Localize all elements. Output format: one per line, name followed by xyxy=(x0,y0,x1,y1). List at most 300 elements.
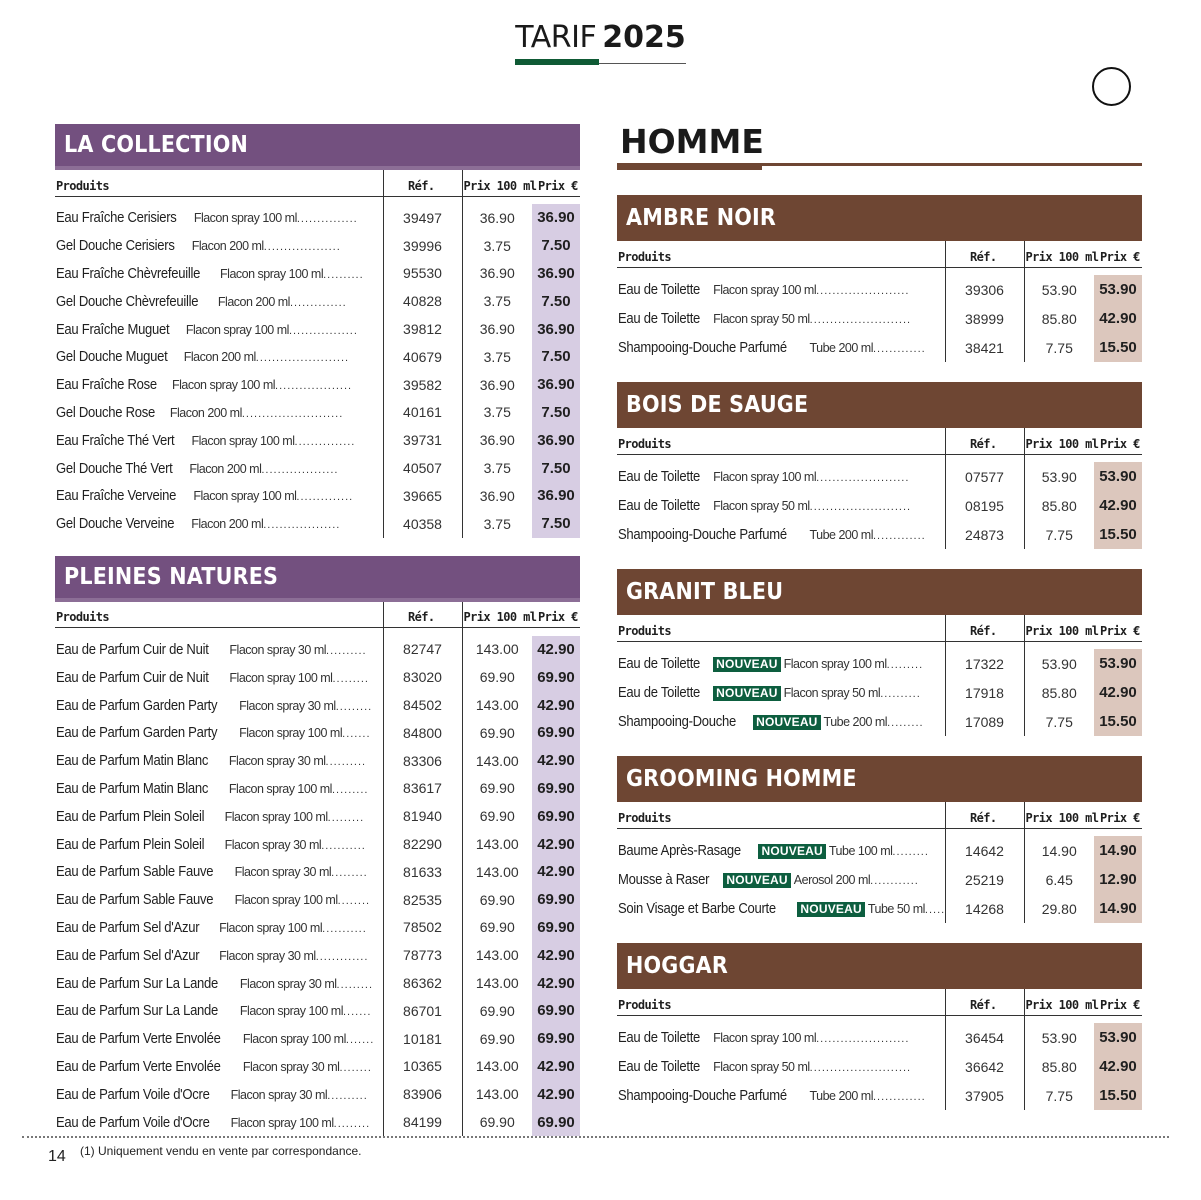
section-header-hoggar: HOGGAR xyxy=(617,943,1142,989)
table-row xyxy=(55,914,580,942)
col-header-prix100: Prix 100 ml xyxy=(1024,802,1094,828)
product-detail: Flacon spray 100 ml xyxy=(191,433,295,448)
table-row xyxy=(55,719,580,747)
product-cell xyxy=(55,1080,383,1108)
price-cell: 42.90 xyxy=(532,636,580,664)
product-detail: Flacon spray 100 ml xyxy=(229,670,333,685)
product-detail: Flacon spray 100 ml xyxy=(185,322,289,337)
table-row xyxy=(55,482,580,510)
table-row xyxy=(55,802,580,830)
price-cell: 69.90 xyxy=(532,719,580,747)
price-table-bois-de-sauge xyxy=(617,428,1142,549)
product-name: Eau de Parfum Sel d'Azur xyxy=(56,919,200,936)
col-header-produits: Produits xyxy=(617,241,945,267)
leader-dots: ....... xyxy=(345,1034,375,1047)
table-row xyxy=(55,315,580,343)
table-header-row xyxy=(55,602,580,628)
table-header-row xyxy=(55,170,580,196)
product-detail: Flacon spray 100 ml xyxy=(713,283,817,297)
product-detail: Flacon 200 ml xyxy=(189,461,262,476)
product-name: Shampooing-Douche Parfumé xyxy=(618,527,787,543)
product-detail: Flacon spray 50 ml xyxy=(783,686,881,700)
product-cell xyxy=(55,663,383,691)
table-row xyxy=(55,1108,580,1136)
ref-cell: 81940 xyxy=(383,802,462,830)
product-cell xyxy=(617,707,945,736)
ref-cell: 14268 xyxy=(945,894,1024,923)
price-100ml-cell: 3.75 xyxy=(462,343,532,371)
product-detail: Aerosol 200 ml xyxy=(793,873,871,887)
right-column xyxy=(617,124,1142,1110)
price-100ml-cell: 36.90 xyxy=(462,371,532,399)
price-cell: 7.50 xyxy=(532,510,580,538)
product-detail: Tube 100 ml xyxy=(828,844,893,858)
product-name: Gel Douche Verveine xyxy=(56,516,175,533)
leader-dots: ......... xyxy=(333,1117,371,1130)
leader-dots: ........... xyxy=(321,839,366,852)
price-table-ambre-noir xyxy=(617,241,1142,362)
leader-dots: ................... xyxy=(263,519,341,532)
table-row xyxy=(617,333,1142,362)
product-cell xyxy=(55,510,383,538)
product-name: Eau Fraîche Verveine xyxy=(56,488,177,505)
product-detail: Flacon 200 ml xyxy=(169,405,242,420)
product-cell xyxy=(55,830,383,858)
product-detail: Flacon spray 100 ml xyxy=(242,1032,346,1047)
col-header-prix: Prix € xyxy=(1094,802,1142,828)
homme-section-bois-de-sauge xyxy=(617,382,1142,549)
col-header-produits: Produits xyxy=(617,428,945,454)
price-table-pleines-natures xyxy=(55,602,580,1136)
leader-dots: ................... xyxy=(275,380,353,393)
ref-cell: 82747 xyxy=(383,636,462,664)
homme-title: HOMME xyxy=(620,122,764,161)
leader-dots: ......... xyxy=(887,717,924,729)
product-detail: Flacon spray 100 ml xyxy=(193,489,297,504)
product-cell xyxy=(55,858,383,886)
ref-cell: 83306 xyxy=(383,747,462,775)
col-header-produits: Produits xyxy=(55,602,383,628)
product-detail: Flacon spray 100 ml xyxy=(239,1004,343,1019)
leader-dots: ....... xyxy=(342,728,371,741)
nouveau-badge: NOUVEAU xyxy=(713,686,780,701)
product-cell xyxy=(617,894,945,923)
ref-cell: 84199 xyxy=(383,1108,462,1136)
product-name: Shampooing-Douche Parfumé xyxy=(618,1088,787,1104)
product-detail: Tube 200 ml xyxy=(809,341,873,355)
table-row xyxy=(55,426,580,454)
product-name: Eau de Parfum Sur La Lande xyxy=(56,1003,219,1020)
leader-dots: ................. xyxy=(288,324,358,337)
leader-dots: ............. xyxy=(872,530,926,542)
table-row xyxy=(55,969,580,997)
homme-section-hoggar xyxy=(617,943,1142,1110)
product-detail: Flacon spray 30 ml xyxy=(219,948,316,963)
price-100ml-cell: 3.75 xyxy=(462,287,532,315)
section-header-pleines-natures: PLEINES NATURES xyxy=(55,556,580,602)
product-cell xyxy=(617,836,945,865)
product-name: Gel Douche Cerisiers xyxy=(56,238,175,255)
product-name: Eau de Parfum Verte Envolée xyxy=(56,1058,221,1075)
product-detail: Flacon 200 ml xyxy=(191,239,264,254)
price-100ml-cell: 85.80 xyxy=(1024,304,1094,333)
table-row xyxy=(617,894,1142,923)
product-detail: Flacon spray 30 ml xyxy=(229,642,327,657)
product-name: Eau de Toilette xyxy=(618,685,701,701)
price-cell: 42.90 xyxy=(532,941,580,969)
price-100ml-cell: 69.90 xyxy=(462,997,532,1025)
product-name: Eau de Parfum Matin Blanc xyxy=(56,753,209,770)
page-number: 14 xyxy=(48,1148,66,1165)
leader-dots: ....................... xyxy=(255,352,350,365)
product-name: Eau de Toilette xyxy=(618,311,701,327)
tarif-title xyxy=(515,20,685,59)
leader-dots: ......... xyxy=(327,811,365,824)
table-row xyxy=(617,462,1142,491)
ref-cell: 08195 xyxy=(945,491,1024,520)
leader-dots: ....... xyxy=(342,1006,372,1019)
product-detail: Flacon 200 ml xyxy=(217,294,290,309)
price-cell: 69.90 xyxy=(532,663,580,691)
product-cell xyxy=(55,315,383,343)
price-cell: 53.90 xyxy=(1094,649,1142,678)
table-row xyxy=(617,1052,1142,1081)
price-100ml-cell: 143.00 xyxy=(462,1053,532,1081)
product-cell xyxy=(55,941,383,969)
product-name: Mousse à Raser xyxy=(618,872,710,888)
ref-cell: 83617 xyxy=(383,775,462,803)
table-header-row xyxy=(617,241,1142,267)
product-detail: Flacon 200 ml xyxy=(191,517,264,532)
price-cell: 69.90 xyxy=(532,1025,580,1053)
product-cell xyxy=(55,482,383,510)
table-row xyxy=(55,636,580,664)
homme-section-granit-bleu xyxy=(617,569,1142,736)
product-detail: Flacon spray 100 ml xyxy=(239,726,343,741)
product-name: Soin Visage et Barbe Courte xyxy=(618,901,776,917)
col-header-prix100: Prix 100 ml xyxy=(1024,241,1094,267)
leader-dots: ........ xyxy=(339,1061,372,1074)
price-100ml-cell: 143.00 xyxy=(462,941,532,969)
product-detail: Flacon spray 30 ml xyxy=(242,1059,340,1074)
tarif-label: TARIF xyxy=(515,20,597,55)
table-header-row xyxy=(617,802,1142,828)
product-detail: Flacon spray 100 ml xyxy=(224,809,328,824)
price-100ml-cell: 36.90 xyxy=(462,482,532,510)
price-100ml-cell: 6.45 xyxy=(1024,865,1094,894)
product-detail: Flacon spray 50 ml xyxy=(713,1060,810,1074)
product-cell xyxy=(55,1108,383,1136)
table-row xyxy=(55,371,580,399)
leader-dots: ......................... xyxy=(809,501,912,513)
ref-cell: 95530 xyxy=(383,260,462,288)
leader-dots: ....................... xyxy=(816,285,910,297)
product-name: Eau Fraîche Chèvrefeuille xyxy=(56,265,201,282)
ref-cell: 10181 xyxy=(383,1025,462,1053)
table-row xyxy=(55,399,580,427)
product-cell xyxy=(55,914,383,942)
table-row xyxy=(55,886,580,914)
col-header-prix100: Prix 100 ml xyxy=(1024,989,1094,1015)
product-name: Eau de Toilette xyxy=(618,656,701,672)
product-detail: Flacon spray 100 ml xyxy=(171,378,276,393)
product-cell xyxy=(617,649,945,678)
price-cell: 42.90 xyxy=(532,1053,580,1081)
ref-cell: 36642 xyxy=(945,1052,1024,1081)
price-100ml-cell: 3.75 xyxy=(462,399,532,427)
section-header-bois-de-sauge: BOIS DE SAUGE xyxy=(617,382,1142,428)
price-cell: 42.90 xyxy=(1094,678,1142,707)
product-name: Eau Fraîche Muguet xyxy=(56,321,170,338)
col-header-prix: Prix € xyxy=(532,602,580,628)
price-cell: 36.90 xyxy=(532,204,580,232)
leader-dots: ......... xyxy=(331,867,368,880)
product-cell xyxy=(55,886,383,914)
ref-cell: 40358 xyxy=(383,510,462,538)
leader-dots: ............... xyxy=(294,435,356,448)
product-cell xyxy=(617,462,945,491)
leader-dots: .......... xyxy=(327,1089,368,1102)
price-100ml-cell: 53.90 xyxy=(1024,275,1094,304)
price-cell: 36.90 xyxy=(532,482,580,510)
col-header-prix100: Prix 100 ml xyxy=(462,170,532,196)
table-row xyxy=(55,260,580,288)
leader-dots: ......... xyxy=(892,846,929,858)
circle-mark xyxy=(1092,67,1131,106)
product-detail: Flacon spray 100 ml xyxy=(220,266,324,281)
table-row xyxy=(617,304,1142,333)
leader-dots: ............ xyxy=(870,875,919,887)
product-name: Eau de Parfum Voile d'Ocre xyxy=(56,1114,210,1131)
product-name: Eau de Parfum Plein Soleil xyxy=(56,836,205,853)
col-header-ref: Réf. xyxy=(945,802,1024,828)
product-cell xyxy=(617,520,945,549)
product-cell xyxy=(617,865,945,894)
price-100ml-cell: 85.80 xyxy=(1024,1052,1094,1081)
col-header-ref: Réf. xyxy=(945,989,1024,1015)
leader-dots: ........ xyxy=(337,895,371,908)
price-100ml-cell: 85.80 xyxy=(1024,678,1094,707)
price-cell: 7.50 xyxy=(532,343,580,371)
product-cell xyxy=(617,1052,945,1081)
ref-cell: 40679 xyxy=(383,343,462,371)
product-cell xyxy=(55,343,383,371)
price-100ml-cell: 69.90 xyxy=(462,663,532,691)
price-table-grooming-homme xyxy=(617,802,1142,923)
product-cell xyxy=(55,691,383,719)
section-header-granit-bleu: GRANIT BLEU xyxy=(617,569,1142,615)
table-row xyxy=(55,691,580,719)
price-cell: 36.90 xyxy=(532,315,580,343)
price-cell: 7.50 xyxy=(532,454,580,482)
ref-cell: 81633 xyxy=(383,858,462,886)
product-detail: Tube 200 ml xyxy=(809,528,873,542)
table-header-row xyxy=(617,428,1142,454)
col-header-ref: Réf. xyxy=(945,615,1024,641)
ref-cell: 17322 xyxy=(945,649,1024,678)
leader-dots: .............. xyxy=(289,296,347,309)
product-name: Eau de Toilette xyxy=(618,282,701,298)
price-cell: 42.90 xyxy=(1094,1052,1142,1081)
price-cell: 69.90 xyxy=(532,775,580,803)
product-name: Shampooing-Douche xyxy=(618,714,737,730)
table-row xyxy=(617,520,1142,549)
price-100ml-cell: 69.90 xyxy=(462,802,532,830)
price-cell: 42.90 xyxy=(532,1080,580,1108)
leader-dots: ......... xyxy=(335,700,373,713)
product-detail: Flacon spray 30 ml xyxy=(228,754,326,769)
page-header xyxy=(0,20,1201,59)
product-detail: Flacon spray 50 ml xyxy=(713,312,810,326)
price-100ml-cell: 85.80 xyxy=(1024,491,1094,520)
product-cell xyxy=(55,204,383,232)
product-cell xyxy=(617,275,945,304)
ref-cell: 83906 xyxy=(383,1080,462,1108)
product-cell xyxy=(617,304,945,333)
ref-cell: 07577 xyxy=(945,462,1024,491)
price-100ml-cell: 14.90 xyxy=(1024,836,1094,865)
table-row xyxy=(55,830,580,858)
table-row xyxy=(55,997,580,1025)
col-header-prix: Prix € xyxy=(532,170,580,196)
price-100ml-cell: 7.75 xyxy=(1024,333,1094,362)
product-detail: Flacon spray 100 ml xyxy=(228,781,332,796)
tarif-year: 2025 xyxy=(602,20,686,55)
col-header-produits: Produits xyxy=(617,802,945,828)
product-cell xyxy=(617,333,945,362)
price-table-la-collection xyxy=(55,170,580,538)
product-cell xyxy=(55,287,383,315)
col-header-prix100: Prix 100 ml xyxy=(1024,428,1094,454)
product-name: Gel Douche Thé Vert xyxy=(56,460,173,477)
price-100ml-cell: 69.90 xyxy=(462,775,532,803)
product-name: Eau de Parfum Sur La Lande xyxy=(56,975,219,992)
table-row xyxy=(55,858,580,886)
homme-underline xyxy=(617,163,1142,171)
product-detail: Flacon spray 30 ml xyxy=(234,865,332,880)
price-100ml-cell: 7.75 xyxy=(1024,1081,1094,1110)
price-cell: 7.50 xyxy=(532,232,580,260)
ref-cell: 39996 xyxy=(383,232,462,260)
homme-section-ambre-noir xyxy=(617,195,1142,362)
table-row xyxy=(617,865,1142,894)
price-100ml-cell: 7.75 xyxy=(1024,520,1094,549)
table-row xyxy=(617,707,1142,736)
ref-cell: 40828 xyxy=(383,287,462,315)
product-name: Eau de Parfum Plein Soleil xyxy=(56,808,205,825)
ref-cell: 37905 xyxy=(945,1081,1024,1110)
ref-cell: 78773 xyxy=(383,941,462,969)
product-detail: Flacon spray 100 ml xyxy=(193,211,297,226)
leader-dots: ......... xyxy=(332,672,369,685)
price-cell: 53.90 xyxy=(1094,1023,1142,1052)
ref-cell: 40507 xyxy=(383,454,462,482)
col-header-prix: Prix € xyxy=(1094,615,1142,641)
table-row xyxy=(55,287,580,315)
product-detail: Flacon spray 100 ml xyxy=(234,893,338,908)
leader-dots: ........... xyxy=(322,922,367,935)
footer-divider xyxy=(22,1136,1169,1138)
ref-cell: 39582 xyxy=(383,371,462,399)
product-cell xyxy=(55,454,383,482)
price-100ml-cell: 3.75 xyxy=(462,232,532,260)
ref-cell: 82290 xyxy=(383,830,462,858)
product-detail: Tube 200 ml xyxy=(823,715,888,729)
product-cell xyxy=(55,1025,383,1053)
leader-dots: ..... xyxy=(924,904,945,916)
table-row xyxy=(55,747,580,775)
price-cell: 53.90 xyxy=(1094,462,1142,491)
price-cell: 42.90 xyxy=(532,858,580,886)
product-cell xyxy=(55,719,383,747)
price-cell: 69.90 xyxy=(532,914,580,942)
leader-dots: .......... xyxy=(325,756,367,769)
table-row xyxy=(55,663,580,691)
ref-cell: 78502 xyxy=(383,914,462,942)
product-name: Eau de Toilette xyxy=(618,498,701,514)
product-detail: Flacon spray 100 ml xyxy=(783,657,887,671)
product-name: Eau de Parfum Cuir de Nuit xyxy=(56,641,209,658)
product-detail: Flacon spray 30 ml xyxy=(239,698,336,713)
table-row xyxy=(55,204,580,232)
price-cell: 42.90 xyxy=(532,969,580,997)
col-header-produits: Produits xyxy=(55,170,383,196)
price-cell: 14.90 xyxy=(1094,894,1142,923)
product-cell xyxy=(55,426,383,454)
table-row xyxy=(55,1080,580,1108)
homme-sections xyxy=(617,195,1142,1110)
nouveau-badge: NOUVEAU xyxy=(713,657,780,672)
leader-dots: ................... xyxy=(263,241,341,254)
price-cell: 12.90 xyxy=(1094,865,1142,894)
section-header-la-collection: LA COLLECTION xyxy=(55,124,580,170)
nouveau-badge: NOUVEAU xyxy=(797,902,864,917)
product-cell xyxy=(55,747,383,775)
product-detail: Flacon spray 30 ml xyxy=(230,1087,328,1102)
product-name: Eau de Toilette xyxy=(618,1030,701,1046)
product-name: Eau de Parfum Voile d'Ocre xyxy=(56,1086,210,1103)
price-100ml-cell: 69.90 xyxy=(462,1025,532,1053)
price-cell: 36.90 xyxy=(532,371,580,399)
price-100ml-cell: 7.75 xyxy=(1024,707,1094,736)
leader-dots: ......................... xyxy=(809,314,912,326)
leader-dots: ............. xyxy=(872,343,926,355)
product-detail: Tube 200 ml xyxy=(809,1089,873,1103)
ref-cell: 39665 xyxy=(383,482,462,510)
price-100ml-cell: 143.00 xyxy=(462,691,532,719)
product-name: Gel Douche Chèvrefeuille xyxy=(56,293,199,310)
product-cell xyxy=(617,491,945,520)
price-100ml-cell: 143.00 xyxy=(462,1080,532,1108)
col-header-ref: Réf. xyxy=(383,170,462,196)
price-100ml-cell: 69.90 xyxy=(462,1108,532,1136)
leader-dots: ............... xyxy=(296,213,358,226)
product-name: Shampooing-Douche Parfumé xyxy=(618,340,787,356)
product-name: Eau de Parfum Cuir de Nuit xyxy=(56,669,209,686)
product-name: Gel Douche Rose xyxy=(56,404,155,421)
product-cell xyxy=(55,371,383,399)
leader-dots: ................... xyxy=(261,463,339,476)
table-row xyxy=(55,510,580,538)
price-cell: 42.90 xyxy=(1094,491,1142,520)
leader-dots: ......................... xyxy=(809,1062,912,1074)
table-row xyxy=(55,343,580,371)
price-100ml-cell: 53.90 xyxy=(1024,1023,1094,1052)
product-cell xyxy=(617,1023,945,1052)
leader-dots: .............. xyxy=(296,491,354,504)
col-header-prix: Prix € xyxy=(1094,989,1142,1015)
product-cell xyxy=(55,232,383,260)
